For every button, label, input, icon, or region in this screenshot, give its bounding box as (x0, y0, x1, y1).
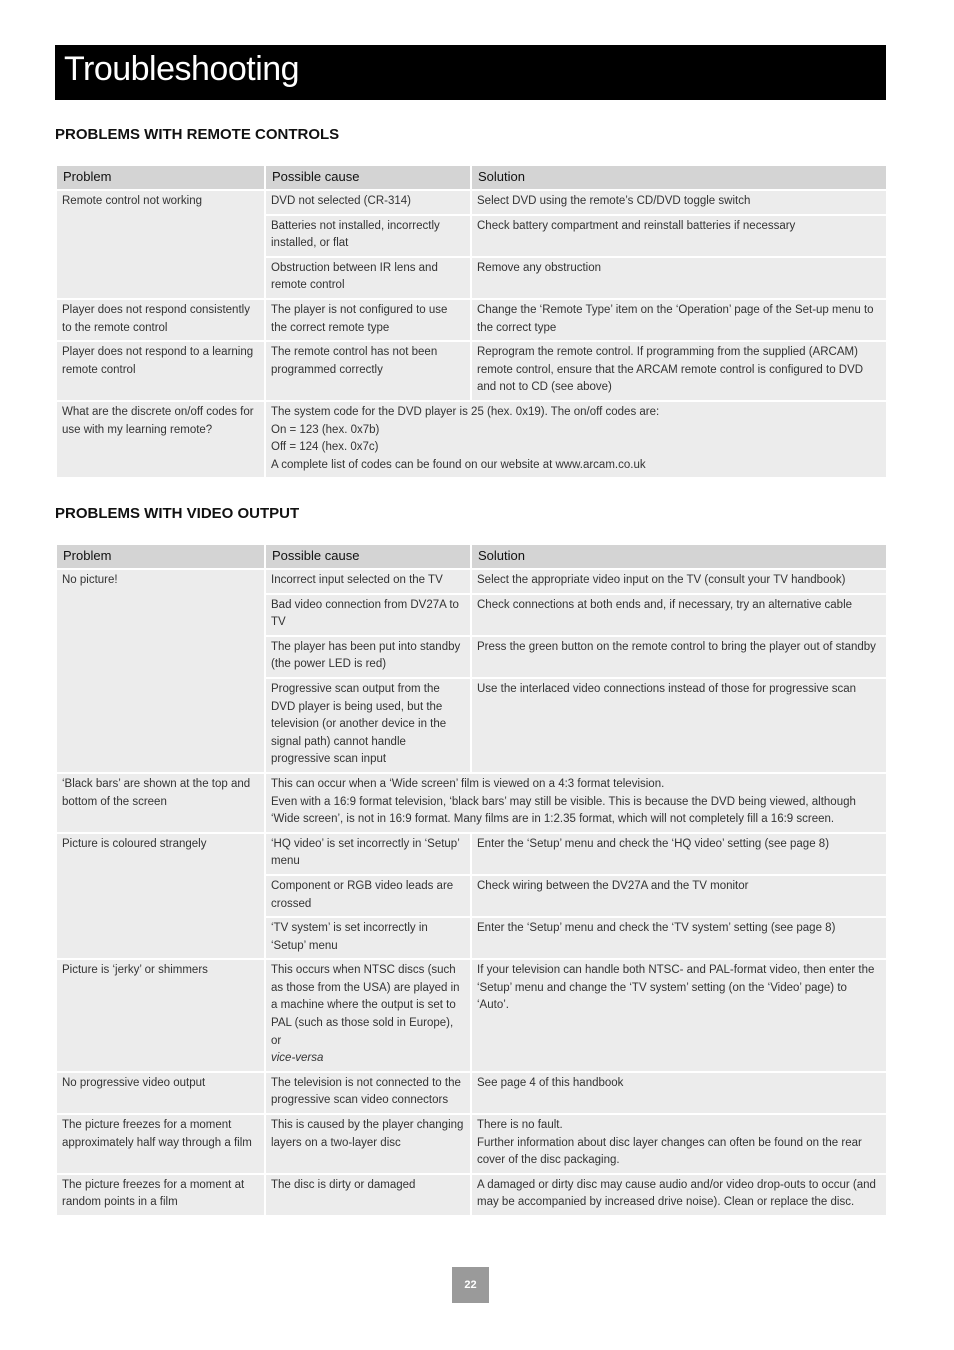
solution-cell: Press the green button on the remote control to bring the player out of standby (471, 636, 887, 678)
problem-cell: No picture! (56, 569, 265, 773)
cause-cell: Component or RGB video leads are crossed (265, 875, 471, 917)
cause-solution-cell (265, 773, 887, 833)
cause-cell: Batteries not installed, incorrectly installed, or flat (265, 215, 471, 257)
cause-cell: The disc is dirty or damaged (265, 1174, 471, 1216)
cause-cell: Progressive scan output from the DVD player is being used, but the television (or another device in the signal path) cannot handle progressive scan input (265, 678, 471, 773)
solution-cell: Reprogram the remote control. If programming from the supplied (ARCAM) remote control, ensure that the ARCAM remote control is configured to DVD and not to CD (see above) (471, 341, 887, 401)
problem-cell: The picture freezes for a moment approximately half way through a film (56, 1114, 265, 1174)
website-line: A complete list of codes can be found on our website at www.arcam.co.uk (271, 458, 646, 471)
table-row (56, 833, 887, 875)
remote-section-heading: PROBLEMS WITH REMOTE CONTROLS (55, 126, 340, 143)
solution-cell: Check battery compartment and reinstall batteries if necessary (471, 215, 887, 257)
table-row (56, 1114, 887, 1174)
solution-cell (471, 1114, 887, 1174)
cause-cell: DVD not selected (CR-314) (265, 190, 471, 215)
cause-cell: ‘TV system’ is set incorrectly in ‘Setup’ menu (265, 917, 471, 959)
solution-line: There is no fault. (477, 1119, 563, 1132)
table-row (56, 299, 887, 341)
table-row (56, 190, 887, 215)
cause-cell: The remote control has not been programmed correctly (265, 341, 471, 401)
cause-italic-text: vice-versa (271, 1052, 324, 1065)
solution-cell: Check connections at both ends and, if necessary, try an alternative cable (471, 594, 887, 636)
problem-cell: Picture is ‘jerky’ or shimmers (56, 959, 265, 1072)
column-header-problem: Problem (56, 165, 265, 190)
column-header-problem: Problem (56, 544, 265, 569)
table-row (56, 1072, 887, 1114)
column-header-solution: Solution (471, 544, 887, 569)
cause-cell: The player is not configured to use the correct remote type (265, 299, 471, 341)
table-row (56, 959, 887, 1072)
cause-cell: Obstruction between IR lens and remote control (265, 257, 471, 299)
cause-cell: The player has been put into standby (the power LED is red) (265, 636, 471, 678)
cause-text: This occurs when NTSC discs (such as those from the USA) are played in a machine where the output is set to PAL (such as those sold in Europe), or (271, 964, 460, 1047)
cause-cell: Incorrect input selected on the TV (265, 569, 471, 594)
cause-cell: This is caused by the player changing layers on a two-layer disc (265, 1114, 471, 1174)
solution-cell: See page 4 of this handbook (471, 1072, 887, 1114)
on-code-line: On = 123 (hex. 0x7b) (271, 423, 380, 436)
cause-cell (265, 959, 471, 1072)
explanation-line: Even with a 16:9 format television, ‘black bars’ may still be visible. This is because the DVD being viewed, although ‘Wide screen’, is not in 16:9 format. Many films are in 1:2.35 format, which will not completely fill a 16:9 screen. (271, 795, 856, 826)
solution-cell: Enter the ‘Setup’ menu and check the ‘HQ video’ setting (see page 8) (471, 833, 887, 875)
page-number: 22 (452, 1267, 489, 1303)
problem-cell: Remote control not working (56, 190, 265, 299)
solution-cell: A damaged or dirty disc may cause audio and/or video drop-outs to occur (and may be accompanied by increased drive noise). Clean or replace the disc. (471, 1174, 887, 1216)
explanation-line: This can occur when a ‘Wide screen’ film is viewed on a 4:3 format television. (271, 777, 665, 790)
solution-cell: Use the interlaced video connections instead of those for progressive scan (471, 678, 887, 773)
column-header-cause: Possible cause (265, 544, 471, 569)
table-row (56, 773, 887, 833)
table-header-row (56, 165, 887, 190)
problem-cell: No progressive video output (56, 1072, 265, 1114)
column-header-solution: Solution (471, 165, 887, 190)
cause-solution-cell (265, 401, 887, 478)
solution-cell: If your television can handle both NTSC- and PAL-format video, then enter the ‘Setup’ menu and change the ‘TV system’ setting (on the ‘Video’ page) to ‘Auto’. (471, 959, 887, 1072)
remote-troubleshooting-table (55, 164, 888, 479)
problem-cell: ‘Black bars’ are shown at the top and bottom of the screen (56, 773, 265, 833)
problem-cell: Player does not respond to a learning remote control (56, 341, 265, 401)
problem-cell: Picture is coloured strangely (56, 833, 265, 960)
video-section-heading: PROBLEMS WITH VIDEO OUTPUT (55, 505, 300, 522)
table-row (56, 569, 887, 594)
video-troubleshooting-table (55, 543, 888, 1217)
column-header-cause: Possible cause (265, 165, 471, 190)
solution-cell: Select DVD using the remote’s CD/DVD toggle switch (471, 190, 887, 215)
problem-cell: What are the discrete on/off codes for use with my learning remote? (56, 401, 265, 478)
table-row (56, 401, 887, 478)
off-code-line: Off = 124 (hex. 0x7c) (271, 441, 379, 454)
solution-cell: Enter the ‘Setup’ menu and check the ‘TV system’ setting (see page 8) (471, 917, 887, 959)
cause-cell: The television is not connected to the progressive scan video connectors (265, 1072, 471, 1114)
problem-cell: The picture freezes for a moment at random points in a film (56, 1174, 265, 1216)
title-bar (55, 45, 886, 100)
page-title: Troubleshooting (64, 50, 300, 88)
problem-cell: Player does not respond consistently to the remote control (56, 299, 265, 341)
table-row (56, 341, 887, 401)
table-header-row (56, 544, 887, 569)
code-info-line: The system code for the DVD player is 25 (hex. 0x19). The on/off codes are: (271, 405, 660, 418)
solution-line: Further information about disc layer changes can often be found on the rear cover of the disc packaging. (477, 1136, 862, 1167)
cause-cell: ‘HQ video’ is set incorrectly in ‘Setup’ menu (265, 833, 471, 875)
cause-cell: Bad video connection from DV27A to TV (265, 594, 471, 636)
solution-cell: Select the appropriate video input on the TV (consult your TV handbook) (471, 569, 887, 594)
solution-cell: Remove any obstruction (471, 257, 887, 299)
solution-cell: Change the ‘Remote Type’ item on the ‘Operation’ page of the Set-up menu to the correct type (471, 299, 887, 341)
table-row (56, 1174, 887, 1216)
solution-cell: Check wiring between the DV27A and the TV monitor (471, 875, 887, 917)
